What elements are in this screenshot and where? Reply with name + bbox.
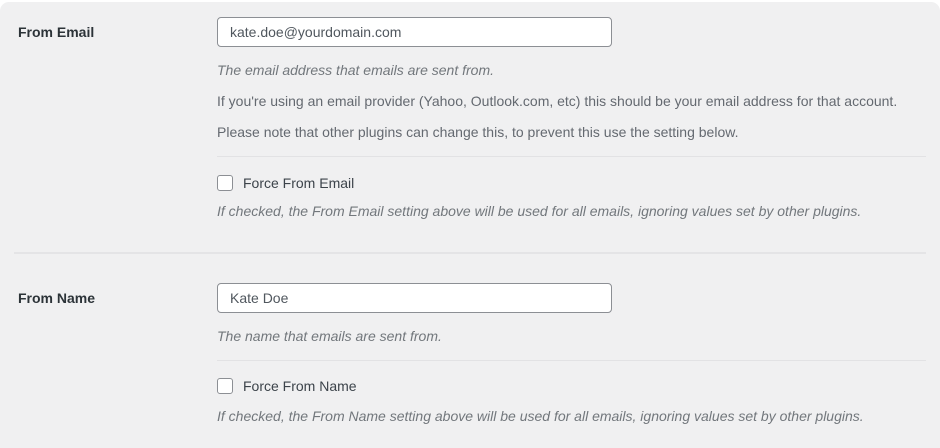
- from-email-field-column: [217, 2, 926, 252]
- force-from-name-row: [217, 378, 926, 394]
- force-from-email-description: If checked, the From Email setting above will be used for all emails, ignoring values set by other plugins.: [217, 203, 862, 219]
- from-email-plugins-note: Please note that other plugins can change this, to prevent this use the setting below.: [217, 124, 739, 140]
- settings-row-from-name: [14, 254, 926, 448]
- settings-panel: [0, 2, 940, 448]
- from-name-label: From Name: [18, 290, 96, 306]
- settings-row-from-email: [14, 2, 926, 252]
- from-email-provider-note: If you're using an email provider (Yahoo, Outlook.com, etc) this should be your email address for that account.: [217, 93, 898, 109]
- from-email-label: From Email: [18, 24, 95, 40]
- from-name-field-column: [217, 254, 926, 448]
- force-from-name-description: If checked, the From Name setting above will be used for all emails, ignoring values set by other plugins.: [217, 408, 864, 424]
- force-from-email-label[interactable]: Force From Email: [243, 175, 355, 191]
- from-name-field-divider: [217, 360, 926, 361]
- force-from-email-row: [217, 175, 926, 191]
- force-from-name-label[interactable]: Force From Name: [243, 378, 357, 394]
- from-email-input[interactable]: [217, 17, 612, 47]
- from-email-description: The email address that emails are sent from.: [217, 62, 495, 78]
- from-email-field-divider: [217, 156, 926, 157]
- from-name-input[interactable]: [217, 283, 612, 313]
- force-from-email-checkbox[interactable]: [217, 175, 233, 191]
- from-name-description: The name that emails are sent from.: [217, 328, 442, 344]
- force-from-name-checkbox[interactable]: [217, 378, 233, 394]
